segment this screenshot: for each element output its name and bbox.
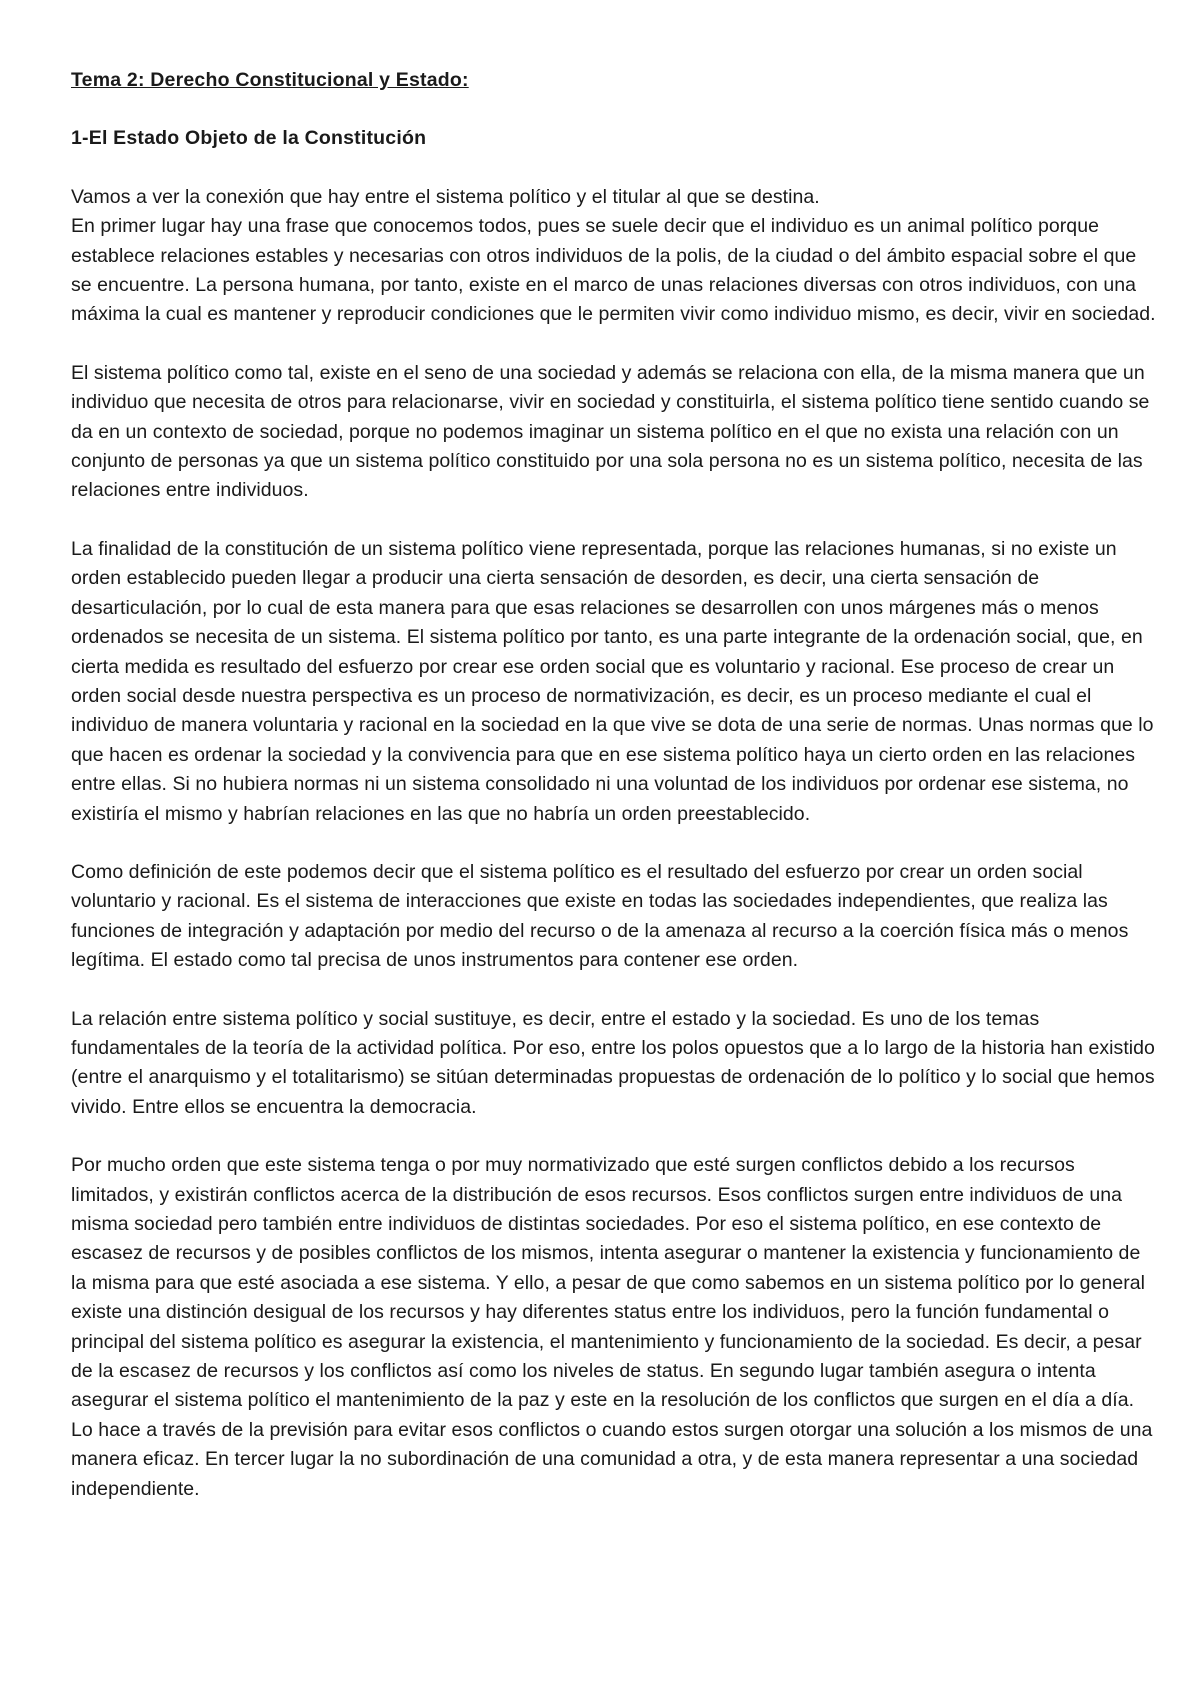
document-title: Tema 2: Derecho Constitucional y Estado:: [71, 69, 469, 91]
paragraph-sistema-politico: El sistema político como tal, existe en el seno de una sociedad y además se relaciona con ella, de la misma manera que un individuo que necesita de otros para relacionarse, vivir en sociedad y constituirla, el sistema político tiene sentido cuando se da en un contexto de sociedad, porque no podemos imaginar un sistema político en el que no exista una relación con un conjunto de personas ya que un sistema político constituido por una sola persona no es un sistema político, necesita de las relaciones entre individuos.: [71, 361, 1150, 502]
paragraph-finalidad: La finalidad de la constitución de un sistema político viene representada, porque las relaciones humanas, si no existe un orden establecido pueden llegar a producir una cierta sensación de desorden, es decir, una cierta sensación de desarticulación, por lo cual de esta manera para que esas relaciones se desarrollen con unos márgenes más o menos ordenados se necesita de un sistema. El sistema político por tanto, es una parte integrante de la ordenación social, que, en cierta medida es resultado del esfuerzo por crear ese orden social que es voluntario y racional. Ese proceso de crear un orden social desde nuestra perspectiva es un proceso de normativización, es decir, es un proceso mediante el cual el individuo de manera voluntaria y racional en la sociedad en la que vive se dota de una serie de normas. Unas normas que lo que hacen es ordenar la sociedad y la convivencia para que en ese sistema político haya un cierto orden en las relaciones entre ellas. Si no hubiera normas ni un sistema consolidado ni una voluntad de los individuos por ordenar ese sistema, no existiría el mismo y habrían relaciones en las que no habría un orden preestablecido.: [71, 537, 1154, 825]
paragraph-intro: Vamos a ver la conexión que hay entre el sistema político y el titular al que se destina.: [71, 185, 820, 208]
document-page: [71, 66, 1161, 1504]
paragraph-relacion: La relación entre sistema político y social sustituye, es decir, entre el estado y la sociedad. Es uno de los temas fundamentales de la teoría de la actividad política. Por eso, entre los polos opuestos que a lo largo de la historia han existido (entre el anarquismo y el totalitarismo) se sitúan determinadas propuestas de ordenación de lo político y lo social que hemos vivido. Entre ellos se encuentra la democracia.: [71, 1007, 1155, 1118]
paragraph-definicion: Como definición de este podemos decir que el sistema político es el resultado del esfuerzo por crear un orden social voluntario y racional. Es el sistema de interacciones que existe en todas las sociedades independientes, que realiza las funciones de integración y adaptación por medio del recurso o de la amenaza al recurso a la coerción física más o menos legítima. El estado como tal precisa de unos instrumentos para contener ese orden.: [71, 860, 1129, 972]
paragraph-conflictos: Por mucho orden que este sistema tenga o por muy normativizado que esté surgen conflictos debido a los recursos limitados, y existirán conflictos acerca de la distribución de esos recursos. Esos conflictos surgen entre individuos de una misma sociedad pero también entre individuos de distintas sociedades. Por eso el sistema político, en ese contexto de escasez de recursos y de posibles conflictos de los mismos, intenta asegurar o mantener la existencia y funcionamiento de la misma para que esté asociada a ese sistema. Y ello, a pesar de que como sabemos en un sistema político por lo general existe una distinción desigual de los recursos y hay diferentes status entre los individuos, pero la función fundamental o principal del sistema político es asegurar la existencia, el mantenimiento y funcionamiento de la sociedad. Es decir, a pesar de la escasez de recursos y los conflictos así como los niveles de status. En segundo lugar también asegura o intenta asegurar el sistema político el mantenimiento de la paz y este en la resolución de los conflictos que surgen en el día a día. Lo hace a través de la previsión para evitar esos conflictos o cuando estos surgen otorgar una solución a los mismos de una manera eficaz. En tercer lugar la no subordinación de una comunidad a otra, y de esta manera representar a una sociedad independiente.: [71, 1154, 1153, 1500]
section-heading: 1-El Estado Objeto de la Constitución: [71, 127, 427, 150]
paragraph-animal-politico: En primer lugar hay una frase que conocemos todos, pues se suele decir que el individuo es un animal político porque establece relaciones estables y necesarias con otros individuos de la polis, de la ciudad o del ámbito espacial sobre el que se encuentre. La persona humana, por tanto, existe en el marco de unas relaciones diversas con otros individuos, con una máxima la cual es mantener y reproducir condiciones que le permiten vivir como individuo mismo, es decir, vivir en sociedad.: [71, 215, 1156, 326]
